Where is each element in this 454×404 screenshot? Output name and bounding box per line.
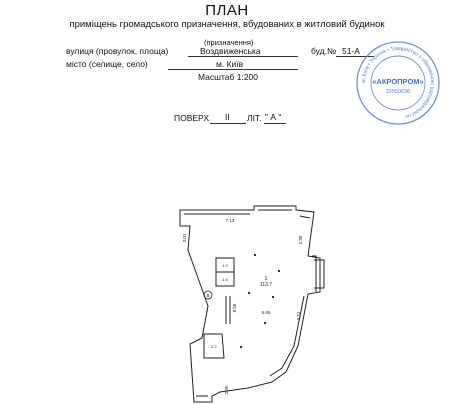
lit-underline (264, 123, 286, 124)
plan-dim-top: 7.13 (225, 218, 235, 223)
plan-dim-left: 3.01 (182, 233, 187, 243)
floor-label: ПОВЕРХ (174, 113, 210, 123)
plan-dim-right-mid: 3.72 (296, 311, 301, 321)
building-label: буд.№ (311, 46, 337, 56)
building-value: 51-А (342, 46, 360, 56)
plan-room-number: 1 (264, 276, 268, 282)
stamp-company-name: «АКРОПРОМ» (372, 77, 424, 86)
document-title: ПЛАН (205, 2, 249, 19)
partition (226, 296, 230, 324)
scale-text: Масштаб 1:200 (198, 72, 258, 82)
plan-marker-label: В (206, 293, 210, 298)
plan-room-area: 113.7 (259, 282, 273, 288)
plan-dim-center: 6.86 (261, 310, 271, 315)
plan-small-room-3: 2.2 (211, 344, 217, 349)
city-label: місто (селище, село) (66, 59, 148, 69)
lit-value: " А " (265, 112, 282, 122)
floor-underline (210, 123, 246, 124)
stamp-ring-text: м. Київ • Україна • Товариство з обмеженою відповідальністю (360, 45, 436, 120)
lit-label: ЛІТ. (247, 113, 262, 123)
city-underline (168, 69, 298, 70)
plan-dim-mid-left: 8.56 (232, 303, 237, 313)
plan-small-room-2: 1.5 (222, 277, 228, 282)
document-subtitle: приміщень громадського призначення, вбудованих в житловий будинок (69, 19, 385, 30)
street-label: вулиця (провулок, площа) (66, 46, 169, 56)
floor-plan-drawing (168, 196, 336, 404)
purpose-note: (призначення) (204, 38, 254, 47)
street-underline (188, 56, 298, 57)
outer-wall (180, 206, 320, 402)
plan-small-room-1: 1.9 (222, 263, 228, 268)
inner-wall-lines (184, 210, 316, 396)
city-value: м. Київ (216, 59, 244, 69)
street-value: Воздвиженська (200, 46, 261, 56)
plan-dim-right-top: 2.36 (298, 235, 303, 245)
company-stamp (355, 40, 441, 126)
plan-dim-bottom: 2.95 (224, 385, 229, 395)
stamp-code: 33550636 (385, 89, 411, 95)
floor-value: ІІ (225, 112, 230, 122)
